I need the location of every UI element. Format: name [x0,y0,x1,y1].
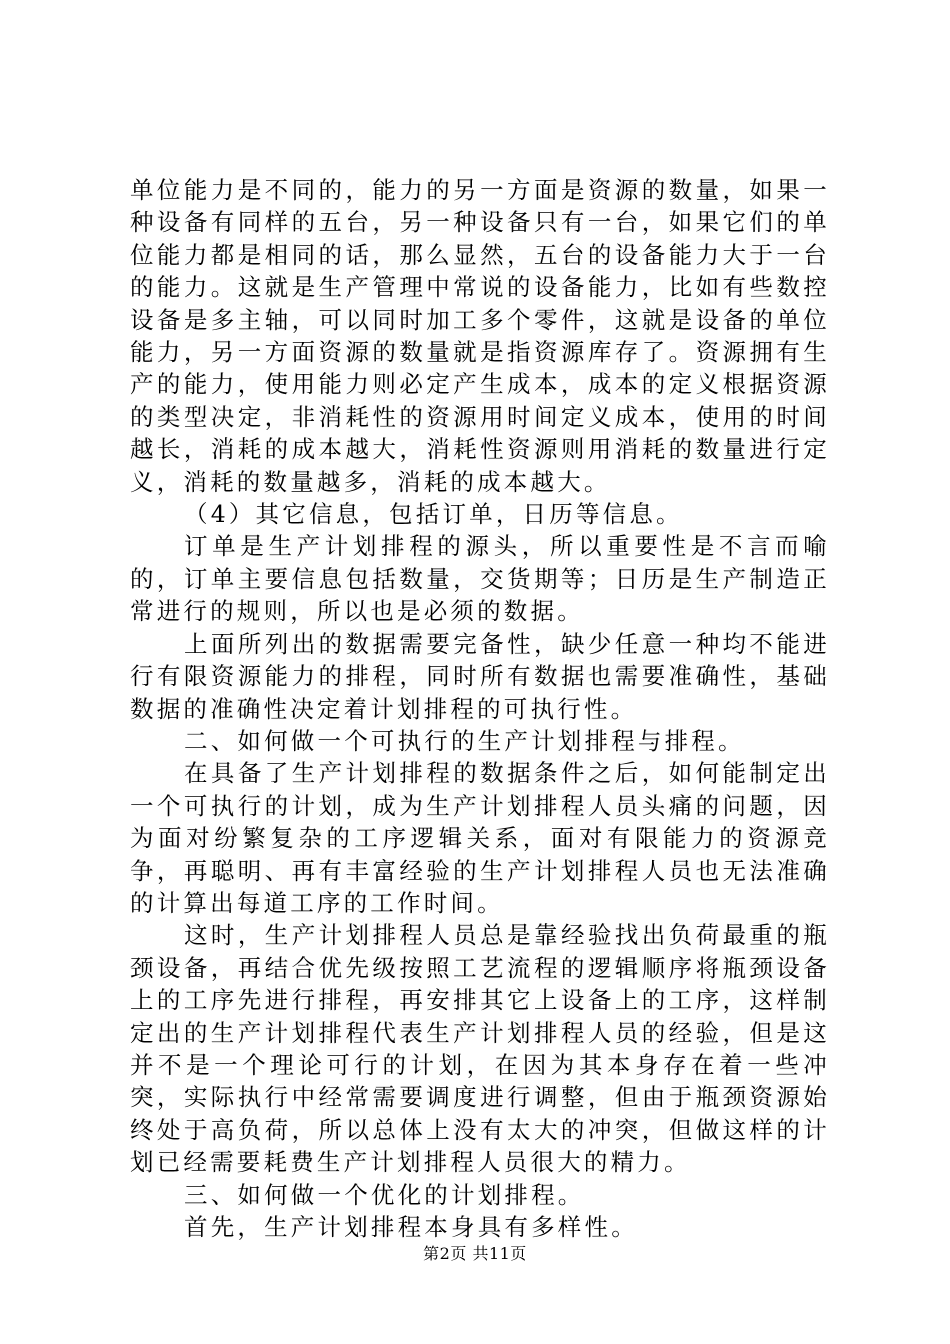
paragraph-4: 上面所列出的数据需要完备性，缺少任意一种均不能进行有限资源能力的排程，同时所有数据也需要准确性，基础数据的准确性决定着计划排程的可执行性。 [130,629,830,723]
paragraph-1: 单位能力是不同的，能力的另一方面是资源的数量，如果一种设备有同样的五台，另一种设备只有一台，如果它们的单位能力都是相同的话，那么显然，五台的设备能力大于一台的能力。这就是生产管理中常说的设备能力，比如有些数控设备是多主轴，可以同时加工多个零件，这就是设备的单位能力，另一方面资源的数量就是指资源库存了。资源拥有生产的能力，使用能力则必定产生成本，成本的定义根据资源的类型决定，非消耗性的资源用时间定义成本，使用的时间越长，消耗的成本越大，消耗性资源则用消耗的数量进行定义，消耗的数量越多，消耗的成本越大。 [130,176,830,496]
paragraph-9: 首先，生产计划排程本身具有多样性。 [184,1213,638,1241]
section-heading-3: 三、如何做一个优化的计划排程。 [184,1180,585,1209]
page-number-footer: 第2页 共11页 [423,1244,527,1263]
section-heading-2: 二、如何做一个可执行的生产计划排程与排程。 [184,726,745,755]
paragraph-3: 订单是生产计划排程的源头，所以重要性是不言而喻的，订单主要信息包括数量，交货期等；日历是生产制造正常进行的规则，所以也是必须的数据。 [130,532,830,626]
paragraph-2: （4）其它信息，包括订单，日历等信息。 [184,500,683,529]
paragraph-6: 在具备了生产计划排程的数据条件之后，如何能制定出一个可执行的计划，成为生产计划排程人员头痛的问题，因为面对纷繁复杂的工序逻辑关系，面对有限能力的资源竞争，再聪明、再有丰富经验的生产计划排程人员也无法准确的计算出每道工序的工作时间。 [130,759,830,917]
document-body [130,174,830,1243]
paragraph-7: 这时，生产计划排程人员总是靠经验找出负荷最重的瓶颈设备，再结合优先级按照工艺流程的逻辑顺序将瓶颈设备上的工序先进行排程，再安排其它上设备上的工序，这样制定出的生产计划排程代表生产计划排程人员的经验，但是这并不是一个理论可行的计划，在因为其本身存在着一些冲突，实际执行中经常需要调度进行调整，但由于瓶颈资源始终处于高负荷，所以总体上没有太大的冲突，但做这样的计划已经需要耗费生产计划排程人员很大的精力。 [130,921,830,1177]
